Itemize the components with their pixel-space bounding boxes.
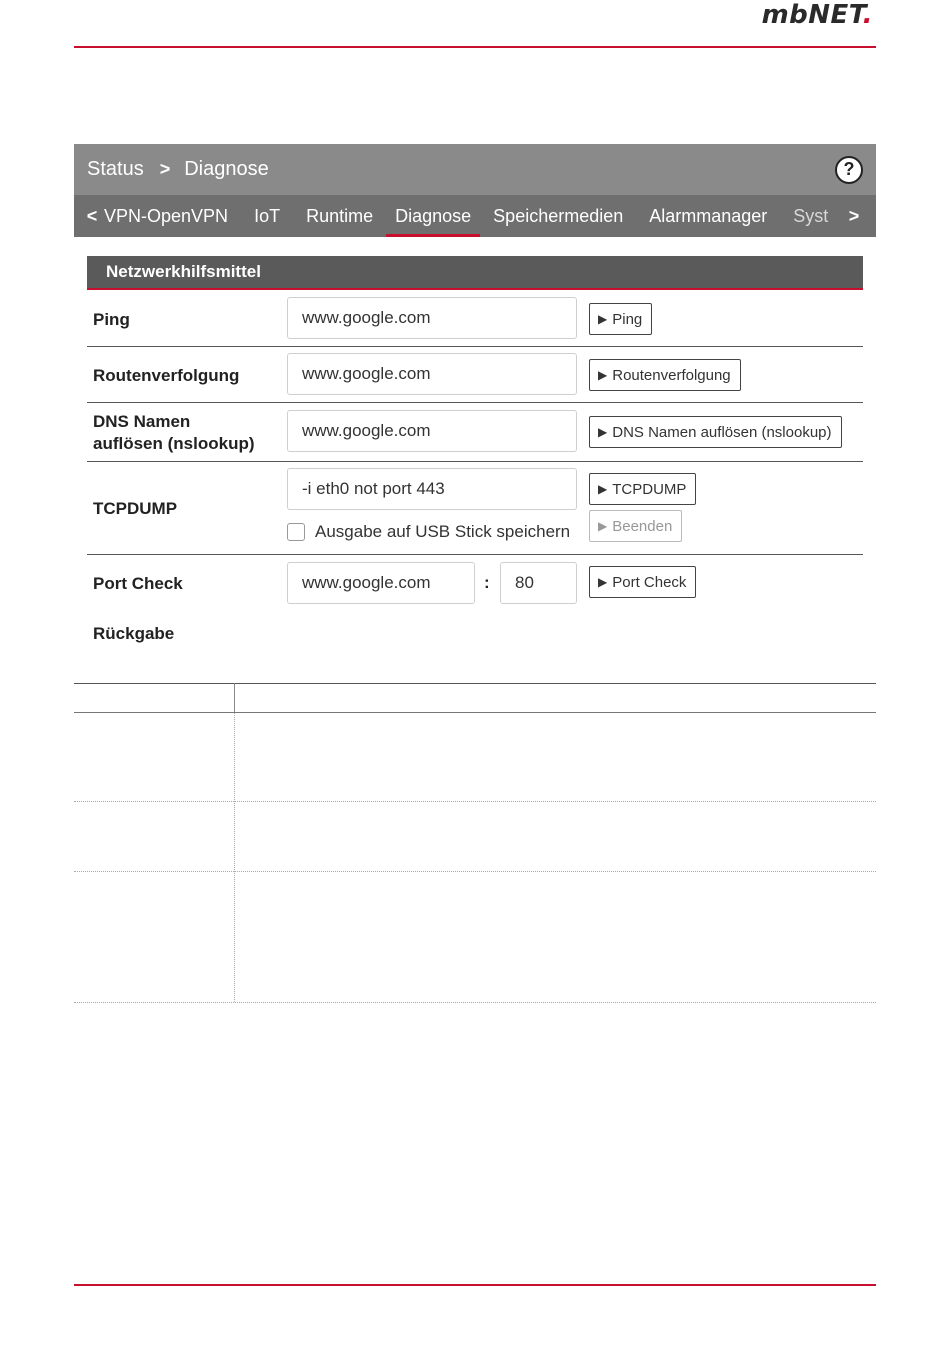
play-icon: ▶ (598, 519, 608, 533)
play-icon: ▶ (598, 482, 608, 496)
tcpdump-stop-label: Beenden (612, 517, 673, 535)
tab-iot[interactable]: IoT (254, 205, 281, 226)
table-row-divider (74, 801, 876, 802)
tab-speichermedien[interactable]: Speichermedien (493, 205, 624, 226)
tcpdump-stop-button[interactable] (589, 510, 682, 542)
portcheck-port-input[interactable]: 80 (500, 562, 577, 604)
tcpdump-button[interactable] (589, 473, 696, 505)
portcheck-button[interactable] (589, 566, 696, 598)
portcheck-host-input[interactable]: www.google.com (287, 562, 475, 604)
usb-save-checkbox[interactable] (287, 522, 570, 542)
tcpdump-label: TCPDUMP (93, 499, 178, 518)
table-row-divider (74, 871, 876, 872)
ping-button-label: Ping (612, 310, 643, 328)
dns-row (87, 403, 863, 462)
traceroute-button[interactable] (589, 359, 741, 391)
table-column-divider (234, 713, 235, 1002)
tcpdump-row (87, 462, 863, 555)
logo-mb: mb (761, 0, 809, 30)
dns-button[interactable] (589, 416, 842, 448)
portcheck-colon: : (484, 573, 490, 592)
play-icon: ▶ (598, 425, 608, 439)
tab-runtime[interactable]: Runtime (306, 205, 374, 226)
help-icon[interactable]: ? (835, 156, 863, 184)
logo-dot: . (862, 0, 873, 30)
traceroute-button-label: Routenverfolgung (612, 366, 731, 384)
header-rule (74, 46, 876, 48)
breadcrumb-separator-icon: > (159, 159, 171, 179)
logo-net: NET (808, 0, 863, 30)
play-icon: ▶ (598, 575, 608, 589)
traceroute-label: Routenverfolgung (93, 366, 240, 385)
tcpdump-filter-input[interactable]: -i eth0 not port 443 (287, 468, 577, 510)
dns-label-line2: auflösen (nslookup) (93, 434, 255, 453)
footer-rule (74, 1284, 876, 1286)
tcpdump-button-label: TCPDUMP (612, 480, 687, 498)
mbnet-logo (762, 0, 873, 30)
table-bottom-border (74, 1002, 876, 1003)
section-header: Netzwerkhilfsmittel (87, 256, 863, 290)
traceroute-host-input[interactable]: www.google.com (287, 353, 577, 395)
table-header-border (74, 712, 876, 713)
ping-button[interactable] (589, 303, 652, 335)
breadcrumb (74, 144, 876, 195)
portcheck-button-label: Port Check (612, 573, 687, 591)
play-icon: ▶ (598, 312, 608, 326)
chevron-left-icon[interactable]: < (86, 205, 98, 226)
portcheck-row (87, 555, 863, 613)
tab-diagnose[interactable]: Diagnose (386, 195, 480, 237)
chevron-right-icon[interactable]: > (848, 206, 860, 226)
ping-row (87, 292, 863, 347)
usb-save-label: Ausgabe auf USB Stick speichern (315, 522, 571, 541)
ping-label: Ping (93, 310, 130, 329)
portcheck-label: Port Check (93, 574, 183, 593)
nav-panel (74, 144, 876, 237)
dns-label (93, 411, 255, 455)
tab-bar (74, 195, 876, 237)
dns-label-line1: DNS Namen (93, 412, 191, 431)
tab-alarmmanager[interactable]: Alarmmanager (649, 205, 768, 226)
returns-label: Rückgabe (93, 624, 175, 643)
dns-button-label: DNS Namen auflösen (nslookup) (612, 423, 832, 441)
table-top-border (74, 683, 876, 684)
dns-host-input[interactable]: www.google.com (287, 410, 577, 452)
breadcrumb-diagnose: Diagnose (184, 158, 269, 180)
tab-vpn-openvpn[interactable]: VPN-OpenVPN (104, 205, 229, 226)
breadcrumb-status[interactable]: Status (87, 158, 144, 180)
ping-host-input[interactable]: www.google.com (287, 297, 577, 339)
checkbox-box[interactable] (287, 523, 305, 541)
table-column-divider (234, 683, 235, 712)
description-table (74, 683, 876, 1003)
traceroute-row (87, 347, 863, 403)
play-icon: ▶ (598, 368, 608, 382)
tab-system[interactable]: Syst (793, 205, 829, 226)
